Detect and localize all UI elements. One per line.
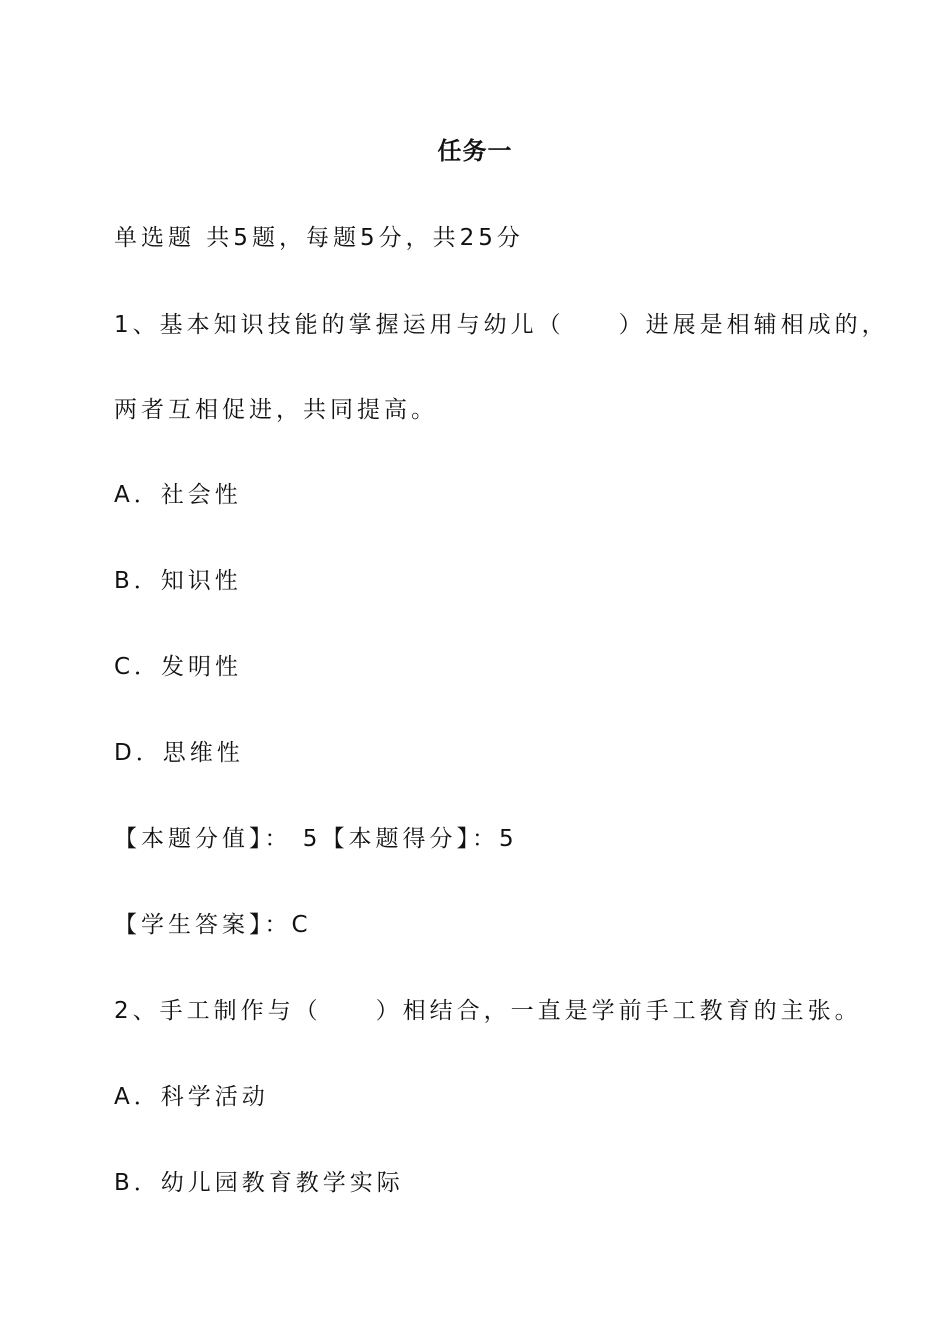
question-2-option-b: B．幼儿园教育教学实际 — [114, 1170, 404, 1196]
question-1-stem-line-1: 1、基本知识技能的掌握运用与幼儿（ ）进展是相辅相成的， — [114, 312, 889, 338]
question-2-option-a: A．科学活动 — [114, 1084, 269, 1110]
question-1-student-answer: 【学生答案】：C — [114, 912, 312, 938]
question-1-score: 【本题分值】： 5【本题得分】：5 — [114, 826, 518, 852]
section-header: 单选题 共5题，每题5分，共25分 — [114, 225, 524, 251]
question-1-option-c: C．发明性 — [114, 654, 243, 680]
question-2-stem: 2、手工制作与（ ）相结合，一直是学前手工教育的主张。 — [114, 998, 862, 1024]
question-1-option-a: A．社会性 — [114, 482, 242, 508]
question-1-option-d: D．思维性 — [114, 740, 244, 766]
question-1-stem-line-2: 两者互相促进，共同提高。 — [114, 397, 438, 423]
page-title: 任务一 — [437, 137, 513, 165]
question-1-option-b: B．知识性 — [114, 568, 242, 594]
